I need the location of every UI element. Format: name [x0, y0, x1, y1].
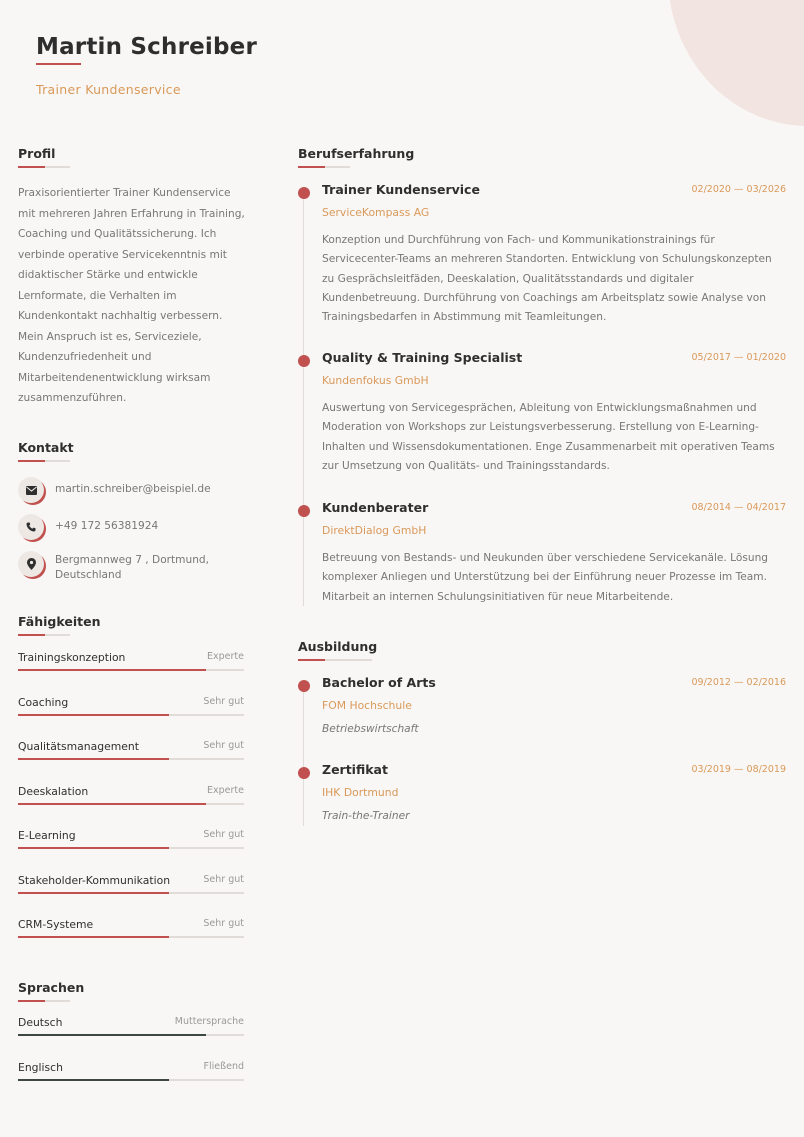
skill-level: Experte — [207, 651, 244, 662]
job-company: Kundenfokus GmbH — [322, 374, 429, 387]
skill-name: Stakeholder-Kommunikation — [18, 873, 171, 887]
timeline-dot — [298, 680, 310, 692]
level-bar-fill — [18, 936, 169, 938]
level-bar-track — [18, 803, 244, 805]
skill-level: Experte — [207, 784, 244, 796]
name-underline — [36, 63, 81, 65]
profile-heading: Profil — [18, 146, 56, 161]
skill-level: Sehr gut — [203, 740, 244, 751]
location-pin-icon — [18, 551, 44, 577]
job-title: Kundenberater — [322, 500, 429, 515]
job-company: DirektDialog GmbH — [322, 524, 427, 537]
language-level: Fließend — [203, 1061, 244, 1072]
timeline-dot — [298, 767, 310, 779]
profile-heading-line — [18, 166, 70, 168]
level-bar-fill — [18, 803, 206, 805]
language-level: Muttersprache — [174, 1016, 244, 1027]
level-bar-track — [18, 714, 244, 716]
contact-heading: Kontakt — [18, 440, 74, 455]
job-date: 05/2017 — 01/2020 — [691, 352, 786, 363]
education-timeline — [303, 684, 304, 826]
level-bar-fill — [18, 714, 169, 716]
skills-heading: Fähigkeiten — [18, 614, 101, 629]
education-institution: FOM Hochschule — [322, 699, 412, 712]
education-heading: Ausbildung — [298, 639, 378, 654]
contact-phone-row[interactable] — [18, 514, 158, 540]
language-name: Englisch — [18, 1061, 63, 1074]
level-bar-fill — [18, 892, 169, 894]
skill-name: CRM-Systeme — [18, 918, 94, 931]
skill-name: Deeskalation — [18, 784, 89, 798]
skill-name: Trainingskonzeption — [18, 651, 126, 664]
contact-phone: +49 172 56381924 — [55, 520, 159, 532]
phone-icon — [18, 514, 44, 540]
education-heading-line — [298, 659, 372, 661]
education-date: 03/2019 — 08/2019 — [691, 764, 786, 775]
degree-title: Zertifikat — [322, 762, 388, 777]
experience-timeline — [303, 190, 304, 606]
contact-email[interactable]: martin.schreiber@beispiel.de — [55, 483, 211, 495]
skill-level: Sehr gut — [203, 829, 244, 840]
job-description: Betreuung von Bestands- und Neukunden über verschiedene Servicekanäle. Lösung komplexer Anliegen und Unterstützung bei der Einführung neuer Prozesse im Team. Mitarbeit an internen Schulungsinitiativen für neue Mitarbeitende. — [322, 552, 769, 603]
contact-address: Bergmannweg 7 , Dortmund, Deutschland — [55, 554, 210, 581]
job-title: Trainer Kundenservice — [322, 182, 480, 197]
level-bar-track — [18, 892, 244, 894]
education-detail: Train-the-Trainer — [322, 810, 410, 822]
timeline-dot — [298, 505, 310, 517]
contact-heading-line — [18, 460, 70, 462]
job-title: Quality & Training Specialist — [322, 350, 523, 365]
skill-name: Coaching — [18, 695, 69, 709]
skill-name: Qualitätsmanagement — [18, 740, 139, 753]
level-bar-track — [18, 758, 244, 760]
level-bar-fill — [18, 669, 206, 671]
level-bar-track — [18, 669, 244, 671]
envelope-icon — [18, 477, 44, 503]
level-bar-track — [18, 847, 244, 849]
degree-title: Bachelor of Arts — [322, 675, 436, 690]
skill-level: Sehr gut — [203, 873, 244, 885]
profile-text: Praxisorientierter Trainer Kundenservice mit mehreren Jahren Erfahrung in Training, Coaching und Qualitätssicherung. Ich verbinde operative Servicekenntnis mit didaktischer Stärke und entwickle Lernformate, die Verhalten im Kundenkontakt nachhaltig verbessern. Mein Anspruch ist es, Serviceziele, Kundenzufriedenheit und Mitarbeitendenentwicklung wirksam zusammenzuführen. — [18, 187, 245, 404]
contact-address-row — [18, 551, 225, 583]
education-institution: IHK Dortmund — [322, 786, 399, 799]
person-name: Martin Schreiber — [36, 34, 258, 60]
skill-level: Sehr gut — [203, 918, 244, 929]
job-description: Konzeption und Durchführung von Fach- und Kommunikationstrainings für Servicecenter-Teams an mehreren Standorten. Entwicklung von Schulungskonzepten zu Gesprächsleitfäden, Deeskalation, Qualitätsstandards und digitaler Kundenbetreuung. Durchführung von Coachings am Arbeitsplatz sowie Analyse von Trainingsbedarfen in Abstimmung mit Teamleitungen. — [322, 234, 772, 324]
level-bar-fill — [18, 1034, 206, 1036]
timeline-dot — [298, 187, 310, 199]
skill-name: E-Learning — [18, 829, 76, 842]
job-company: ServiceKompass AG — [322, 206, 430, 219]
level-bar-fill — [18, 1079, 169, 1081]
education-detail: Betriebswirtschaft — [322, 723, 419, 735]
language-name: Deutsch — [18, 1016, 63, 1029]
skills-heading-line — [18, 634, 70, 636]
skill-level: Sehr gut — [203, 695, 244, 707]
timeline-dot — [298, 355, 310, 367]
experience-heading-line — [298, 166, 350, 168]
level-bar-fill — [18, 758, 169, 760]
job-description: Auswertung von Servicegesprächen, Ableitung von Entwicklungsmaßnahmen und Moderation von Workshops zur Leistungsverbesserung. Erstellung von E-Learning-Inhalten und Wissensdokumentationen. Enge Zusammenarbeit mit operativen Teams zur Umsetzung von Qualitäts- und Trainingsstandards. — [322, 402, 775, 472]
decorative-corner-shape — [668, 0, 804, 126]
job-date: 02/2020 — 03/2026 — [691, 184, 786, 195]
level-bar-track — [18, 1034, 244, 1036]
contact-email-row[interactable] — [18, 477, 211, 503]
languages-heading: Sprachen — [18, 980, 85, 995]
experience-heading: Berufserfahrung — [298, 146, 415, 161]
job-date: 08/2014 — 04/2017 — [691, 502, 786, 513]
level-bar-track — [18, 1079, 244, 1081]
languages-heading-line — [18, 1000, 70, 1002]
education-date: 09/2012 — 02/2016 — [691, 677, 786, 688]
job-title: Trainer Kundenservice — [36, 82, 181, 97]
level-bar-fill — [18, 847, 169, 849]
level-bar-track — [18, 936, 244, 938]
